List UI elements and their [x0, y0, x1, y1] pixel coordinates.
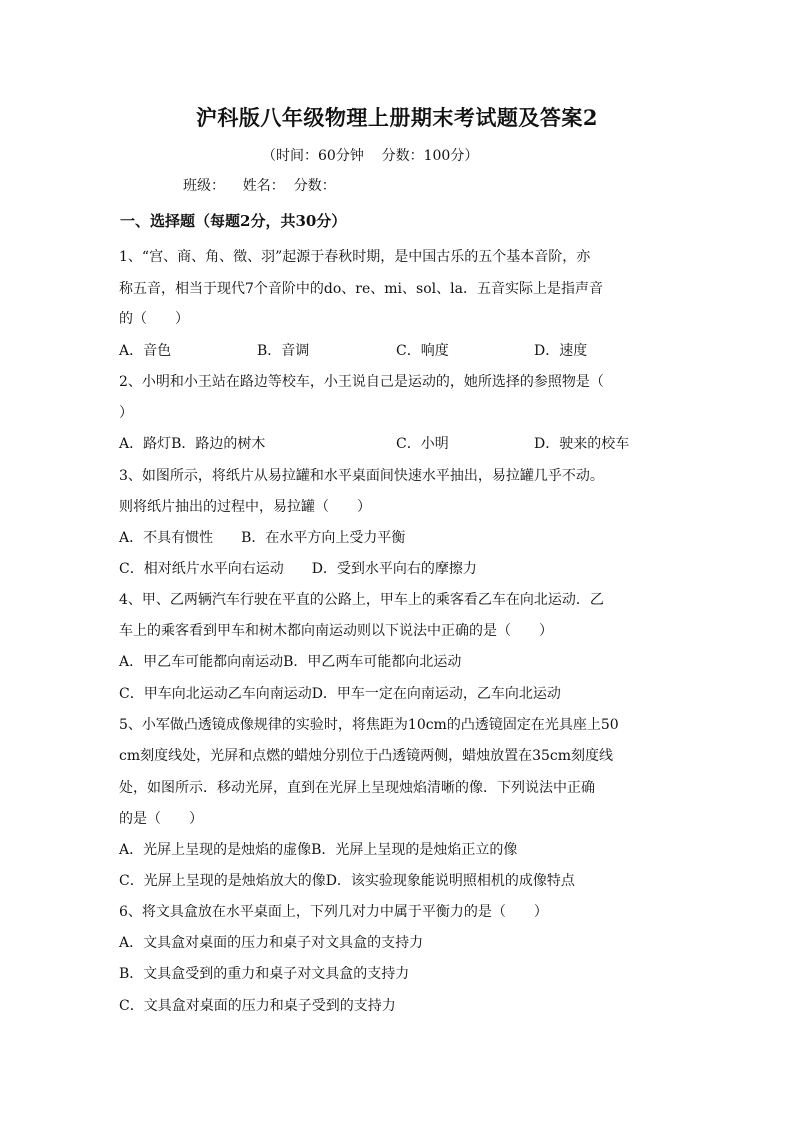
question-1-line-3: 的（ ） — [119, 311, 189, 327]
question-6-option-a: A．文具盒对桌面的压力和桌子对文具盒的支持力 — [119, 935, 424, 951]
question-3-options-ab: A．不具有惯性 B．在水平方向上受力平衡 — [119, 530, 406, 546]
section-heading: 一、选择题（每题2分，共30分） — [120, 212, 347, 230]
question-5-options-ab: A．光屏上呈现的是烛焰的虚像B．光屏上呈现的是烛焰正立的像 — [119, 842, 518, 858]
question-3-line-2: 则将纸片抽出的过程中，易拉罐（ ） — [119, 499, 371, 515]
question-1-option-a: A．音色 — [119, 343, 172, 359]
question-5-line-3: 处，如图所示．移动光屏，直到在光屏上呈现烛焰清晰的像．下列说法中正确 — [119, 780, 595, 796]
question-6-line-1: 6、将文具盒放在水平桌面上，下列几对力中属于平衡力的是（ ） — [119, 904, 548, 920]
question-6-option-c: C．文具盒对桌面的压力和桌子受到的支持力 — [119, 998, 396, 1014]
question-1-line-1: 1、“宫、商、角、徵、羽”起源于春秋时期，是中国古乐的五个基本音阶，亦 — [119, 249, 591, 265]
question-2-option-ab: A．路灯B．路边的树木 — [119, 436, 266, 452]
question-1-option-d: D．速度 — [534, 343, 588, 359]
question-5-line-2: cm刻度线处，光屏和点燃的蜡烛分别位于凸透镜两侧，蜡烛放置在35cm刻度线 — [119, 748, 614, 764]
question-2-option-c: C．小明 — [396, 436, 449, 452]
question-2-option-d: D．驶来的校车 — [534, 436, 630, 452]
question-1-option-c: C．响度 — [396, 343, 449, 359]
question-4-line-1: 4、甲、乙两辆汽车行驶在平直的公路上，甲车上的乘客看乙车在向北运动．乙 — [119, 592, 604, 608]
question-5-line-1: 5、小军做凸透镜成像规律的实验时，将焦距为10cm的凸透镜固定在光具座上50 — [119, 717, 619, 733]
question-2-line-2: ） — [119, 405, 133, 421]
question-6-option-b: B．文具盒受到的重力和桌子对文具盒的支持力 — [119, 966, 410, 982]
question-5-options-cd: C．光屏上呈现的是烛焰放大的像D．该实验现象能说明照相机的成像特点 — [119, 873, 575, 889]
question-3-options-cd: C．相对纸片水平向右运动 D．受到水平向右的摩擦力 — [119, 561, 477, 577]
question-4-options-cd: C．甲车向北运动乙车向南运动D．甲车一定在向南运动，乙车向北运动 — [119, 686, 561, 702]
page-title: 沪科版八年级物理上册期末考试题及答案2 — [195, 105, 599, 130]
question-1-option-b: B．音调 — [257, 343, 310, 359]
question-5-line-4: 的是（ ） — [119, 811, 203, 827]
student-info-line: 班级： 姓名： 分数： — [183, 178, 336, 194]
question-2-line-1: 2、小明和小王站在路边等校车，小王说自己是运动的，她所选择的参照物是（ — [119, 374, 604, 390]
question-4-options-ab: A．甲乙车可能都向南运动B．甲乙两车可能都向北运动 — [119, 654, 462, 670]
question-4-line-2: 车上的乘客看到甲车和树木都向南运动则以下说法中正确的是（ ） — [119, 623, 553, 639]
question-1-line-2: 称五音，相当于现代7个音阶中的do、re、mi、sol、la．五音实际上是指声音 — [119, 281, 603, 297]
question-3-line-1: 3、如图所示，将纸片从易拉罐和水平桌面间快速水平抽出，易拉罐几乎不动。 — [119, 468, 604, 484]
exam-time-score: （时间：60分钟 分数：100分） — [262, 148, 479, 164]
